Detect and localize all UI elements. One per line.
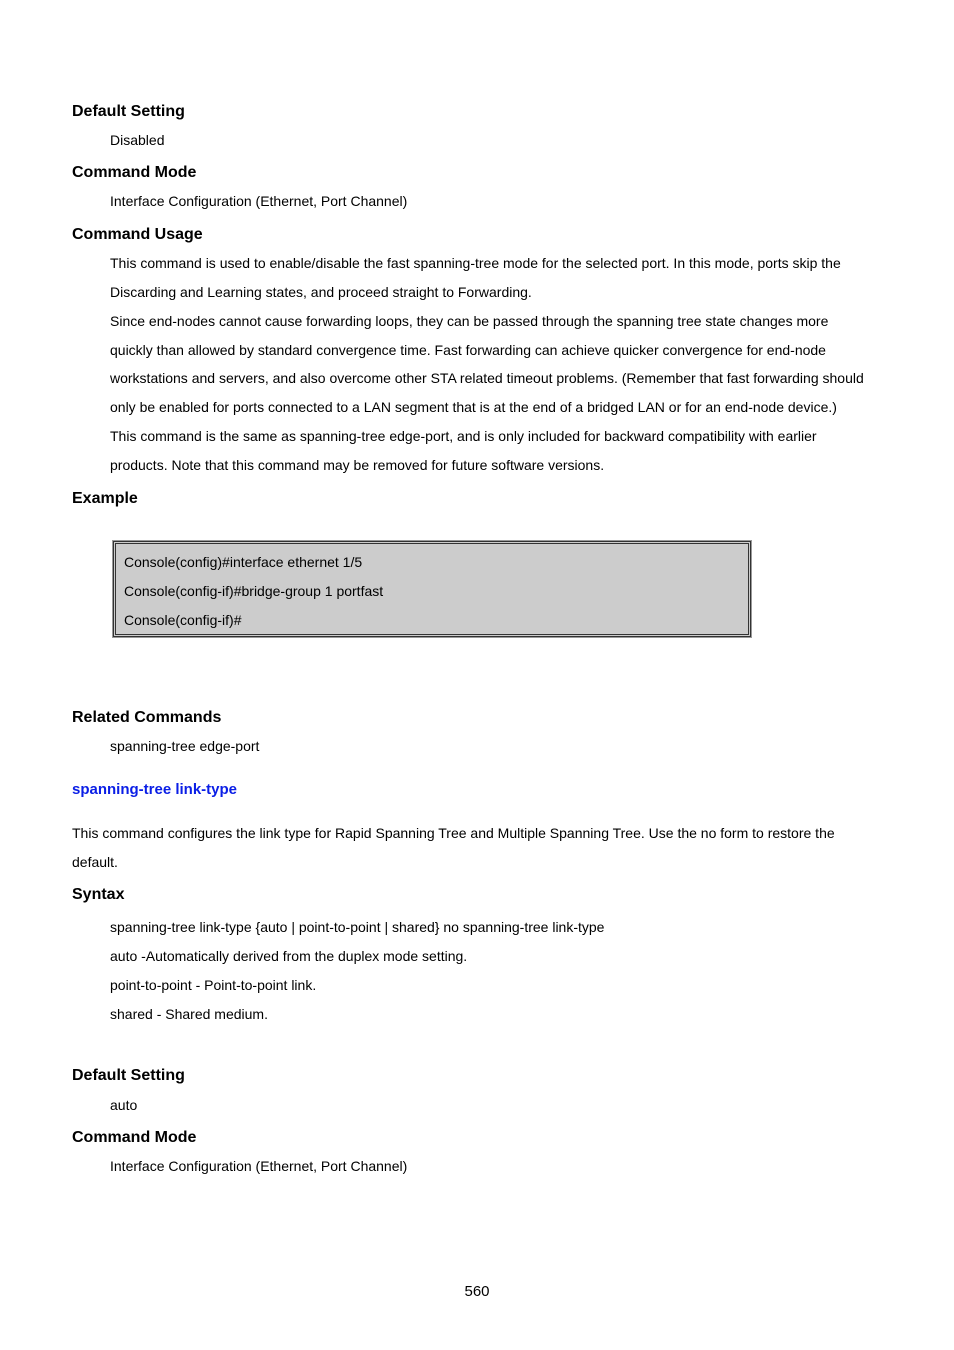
syntax-heading: Syntax xyxy=(72,886,125,903)
command-mode-heading-2: Command Mode xyxy=(72,1129,197,1146)
usage-line: quickly than allowed by standard convergence time. Fast forwarding can achieve quicker convergence for end-node xyxy=(110,342,826,358)
console-line: Console(config-if)#bridge-group 1 portfast xyxy=(124,583,384,599)
usage-line: only be enabled for ports connected to a LAN segment that is at the end of a bridged LAN or for an end-node device.) xyxy=(110,399,837,415)
syntax-line: auto -Automatically derived from the duplex mode setting. xyxy=(110,948,468,964)
related-command-value: spanning-tree edge-port xyxy=(110,738,260,754)
page-number: 560 xyxy=(464,1283,490,1300)
description-line: This command configures the link type for Rapid Spanning Tree and Multiple Spanning Tree. Use the no form to restore the xyxy=(72,825,835,841)
usage-line: workstations and servers, and also overcome other STA related timeout problems. (Remember that fast forwarding should xyxy=(110,370,864,386)
syntax-line: shared - Shared medium. xyxy=(110,1006,268,1022)
default-setting-value: Disabled xyxy=(110,132,165,148)
command-mode-value: Interface Configuration (Ethernet, Port Channel) xyxy=(110,193,408,209)
syntax-line: spanning-tree link-type {auto | point-to-point | shared} no spanning-tree link-type xyxy=(110,919,605,935)
usage-line: Discarding and Learning states, and proceed straight to Forwarding. xyxy=(110,284,532,300)
usage-line: This command is used to enable/disable the fast spanning-tree mode for the selected port. In this mode, ports skip the xyxy=(110,255,841,271)
default-setting-value-2: auto xyxy=(110,1097,138,1113)
command-mode-heading: Command Mode xyxy=(72,164,197,181)
command-usage-heading: Command Usage xyxy=(72,226,203,243)
default-setting-heading: Default Setting xyxy=(72,103,185,120)
syntax-line: point-to-point - Point-to-point link. xyxy=(110,977,317,993)
command-mode-value-2: Interface Configuration (Ethernet, Port Channel) xyxy=(110,1158,408,1174)
console-line: Console(config)#interface ethernet 1/5 xyxy=(124,554,363,570)
command-title-link: spanning-tree link-type xyxy=(72,781,238,798)
usage-line: Since end-nodes cannot cause forwarding loops, they can be passed through the spanning tree state changes more xyxy=(110,313,829,329)
console-line: Console(config-if)# xyxy=(124,612,242,628)
usage-line: products. Note that this command may be removed for future software versions. xyxy=(110,457,605,473)
console-example-box xyxy=(113,541,751,637)
description-line: default. xyxy=(72,854,118,870)
example-heading: Example xyxy=(72,490,138,507)
default-setting-heading-2: Default Setting xyxy=(72,1067,185,1084)
usage-line: This command is the same as spanning-tree edge-port, and is only included for backward compatibility with earlier xyxy=(110,428,817,444)
related-commands-heading: Related Commands xyxy=(72,709,222,726)
